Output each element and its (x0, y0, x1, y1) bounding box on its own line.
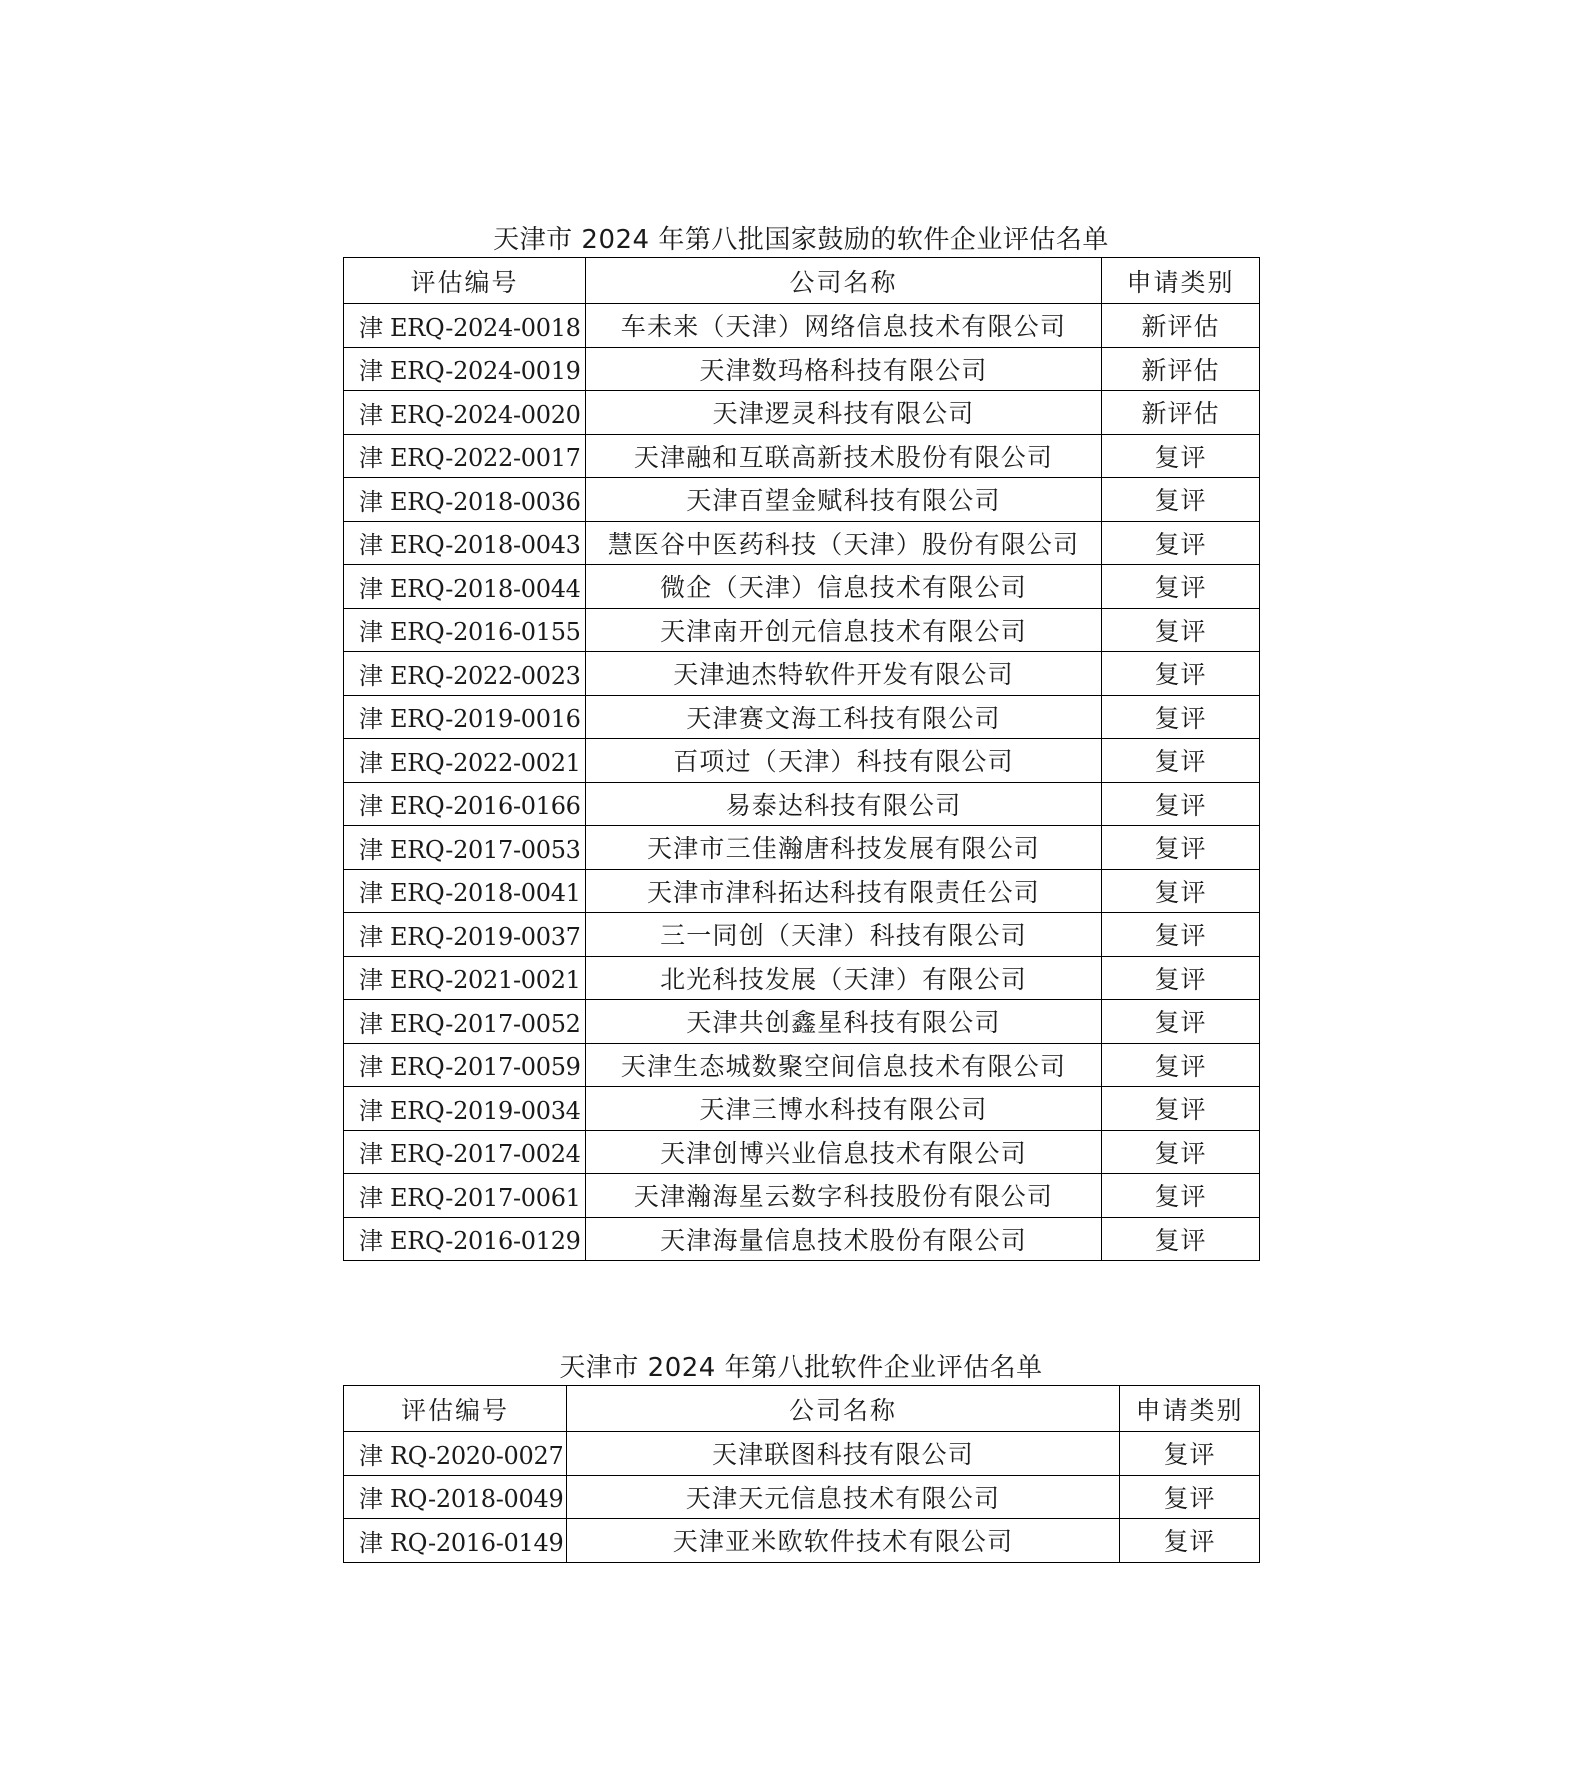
company-name-cell: 天津市津科拓达科技有限责任公司 (586, 869, 1102, 913)
company-name-cell: 天津共创鑫星科技有限公司 (586, 1000, 1102, 1044)
company-name-cell: 天津瀚海星云数字科技股份有限公司 (586, 1174, 1102, 1218)
application-type-cell: 复评 (1102, 521, 1260, 565)
application-type-cell: 复评 (1120, 1519, 1260, 1563)
company-name-cell: 微企（天津）信息技术有限公司 (586, 565, 1102, 609)
eval-id-cell: 津 ERQ-2021-0021 (344, 956, 586, 1000)
eval-id-cell: 津 ERQ-2017-0024 (344, 1130, 586, 1174)
company-name-cell: 天津融和互联高新技术股份有限公司 (586, 434, 1102, 478)
company-name-cell: 天津天元信息技术有限公司 (567, 1475, 1120, 1519)
application-type-cell: 复评 (1120, 1432, 1260, 1476)
table-row (344, 1087, 1260, 1131)
eval-id-cell: 津 ERQ-2018-0043 (344, 521, 586, 565)
company-name-cell: 百项过（天津）科技有限公司 (586, 739, 1102, 783)
table-row (344, 1519, 1260, 1563)
eval-id-cell: 津 ERQ-2019-0016 (344, 695, 586, 739)
eval-id-cell: 津 ERQ-2022-0023 (344, 652, 586, 696)
header-eval-id: 评估编号 (344, 1386, 567, 1432)
table-row (344, 1432, 1260, 1476)
company-name-cell: 慧医谷中医药科技（天津）股份有限公司 (586, 521, 1102, 565)
application-type-cell: 复评 (1102, 608, 1260, 652)
company-name-cell: 天津生态城数聚空间信息技术有限公司 (586, 1043, 1102, 1087)
table-row (344, 304, 1260, 348)
application-type-cell: 复评 (1102, 695, 1260, 739)
company-name-cell: 天津联图科技有限公司 (567, 1432, 1120, 1476)
application-type-cell: 复评 (1102, 1130, 1260, 1174)
application-type-cell: 复评 (1102, 565, 1260, 609)
eval-id-cell: 津 ERQ-2017-0059 (344, 1043, 586, 1087)
table-row (344, 1000, 1260, 1044)
eval-id-cell: 津 ERQ-2016-0129 (344, 1217, 586, 1261)
table-row (344, 739, 1260, 783)
table-row (344, 869, 1260, 913)
table-header-row (344, 258, 1260, 304)
software-enterprise-table (343, 1385, 1260, 1563)
table-row (344, 347, 1260, 391)
table-row (344, 695, 1260, 739)
application-type-cell: 复评 (1102, 1087, 1260, 1131)
table-row (344, 913, 1260, 957)
company-name-cell: 天津海量信息技术股份有限公司 (586, 1217, 1102, 1261)
company-name-cell: 车未来（天津）网络信息技术有限公司 (586, 304, 1102, 348)
table-row (344, 826, 1260, 870)
company-name-cell: 天津三博水科技有限公司 (586, 1087, 1102, 1131)
table-row (344, 521, 1260, 565)
application-type-cell: 复评 (1102, 956, 1260, 1000)
eval-id-cell: 津 ERQ-2016-0166 (344, 782, 586, 826)
company-name-cell: 天津南开创元信息技术有限公司 (586, 608, 1102, 652)
table-title: 天津市 2024 年第八批国家鼓励的软件企业评估名单 (493, 225, 1109, 255)
application-type-cell: 复评 (1120, 1475, 1260, 1519)
table-row (344, 1217, 1260, 1261)
eval-id-cell: 津 ERQ-2022-0017 (344, 434, 586, 478)
table-row (344, 565, 1260, 609)
application-type-cell: 复评 (1102, 1000, 1260, 1044)
table-row (344, 1043, 1260, 1087)
eval-id-cell: 津 ERQ-2019-0034 (344, 1087, 586, 1131)
company-name-cell: 天津市三佳瀚唐科技发展有限公司 (586, 826, 1102, 870)
eval-id-cell: 津 RQ-2016-0149 (344, 1519, 567, 1563)
eval-id-cell: 津 ERQ-2024-0018 (344, 304, 586, 348)
eval-id-cell: 津 ERQ-2022-0021 (344, 739, 586, 783)
application-type-cell: 复评 (1102, 1217, 1260, 1261)
company-name-cell: 天津创博兴业信息技术有限公司 (586, 1130, 1102, 1174)
company-name-cell: 北光科技发展（天津）有限公司 (586, 956, 1102, 1000)
table-row (344, 391, 1260, 435)
eval-id-cell: 津 ERQ-2017-0052 (344, 1000, 586, 1044)
eval-id-cell: 津 ERQ-2017-0061 (344, 1174, 586, 1218)
application-type-cell: 复评 (1102, 869, 1260, 913)
eval-id-cell: 津 ERQ-2016-0155 (344, 608, 586, 652)
table-row (344, 1475, 1260, 1519)
eval-id-cell: 津 ERQ-2018-0044 (344, 565, 586, 609)
application-type-cell: 复评 (1102, 826, 1260, 870)
table-title: 天津市 2024 年第八批软件企业评估名单 (559, 1353, 1043, 1383)
table-row (344, 478, 1260, 522)
eval-id-cell: 津 ERQ-2024-0020 (344, 391, 586, 435)
header-company-name: 公司名称 (567, 1386, 1120, 1432)
application-type-cell: 复评 (1102, 478, 1260, 522)
header-application-type: 申请类别 (1120, 1386, 1260, 1432)
company-name-cell: 易泰达科技有限公司 (586, 782, 1102, 826)
company-name-cell: 天津逻灵科技有限公司 (586, 391, 1102, 435)
table-row (344, 608, 1260, 652)
table-row (344, 782, 1260, 826)
company-name-cell: 天津赛文海工科技有限公司 (586, 695, 1102, 739)
application-type-cell: 复评 (1102, 1174, 1260, 1218)
application-type-cell: 复评 (1102, 652, 1260, 696)
table-header-row (344, 1386, 1260, 1432)
encouraged-software-table (343, 257, 1260, 1261)
eval-id-cell: 津 ERQ-2018-0041 (344, 869, 586, 913)
company-name-cell: 天津迪杰特软件开发有限公司 (586, 652, 1102, 696)
table-section-encouraged (343, 223, 1259, 1261)
eval-id-cell: 津 ERQ-2017-0053 (344, 826, 586, 870)
eval-id-cell: 津 RQ-2020-0027 (344, 1432, 567, 1476)
table-section-software (343, 1351, 1259, 1563)
header-company-name: 公司名称 (586, 258, 1102, 304)
eval-id-cell: 津 RQ-2018-0049 (344, 1475, 567, 1519)
application-type-cell: 新评估 (1102, 391, 1260, 435)
application-type-cell: 复评 (1102, 913, 1260, 957)
company-name-cell: 天津亚米欧软件技术有限公司 (567, 1519, 1120, 1563)
header-application-type: 申请类别 (1102, 258, 1260, 304)
eval-id-cell: 津 ERQ-2024-0019 (344, 347, 586, 391)
application-type-cell: 复评 (1102, 739, 1260, 783)
table-row (344, 956, 1260, 1000)
eval-id-cell: 津 ERQ-2018-0036 (344, 478, 586, 522)
company-name-cell: 天津数玛格科技有限公司 (586, 347, 1102, 391)
table-row (344, 652, 1260, 696)
application-type-cell: 新评估 (1102, 347, 1260, 391)
application-type-cell: 复评 (1102, 782, 1260, 826)
table-row (344, 1174, 1260, 1218)
application-type-cell: 新评估 (1102, 304, 1260, 348)
application-type-cell: 复评 (1102, 1043, 1260, 1087)
company-name-cell: 三一同创（天津）科技有限公司 (586, 913, 1102, 957)
table-row (344, 1130, 1260, 1174)
header-eval-id: 评估编号 (344, 258, 586, 304)
application-type-cell: 复评 (1102, 434, 1260, 478)
table-row (344, 434, 1260, 478)
company-name-cell: 天津百望金赋科技有限公司 (586, 478, 1102, 522)
eval-id-cell: 津 ERQ-2019-0037 (344, 913, 586, 957)
